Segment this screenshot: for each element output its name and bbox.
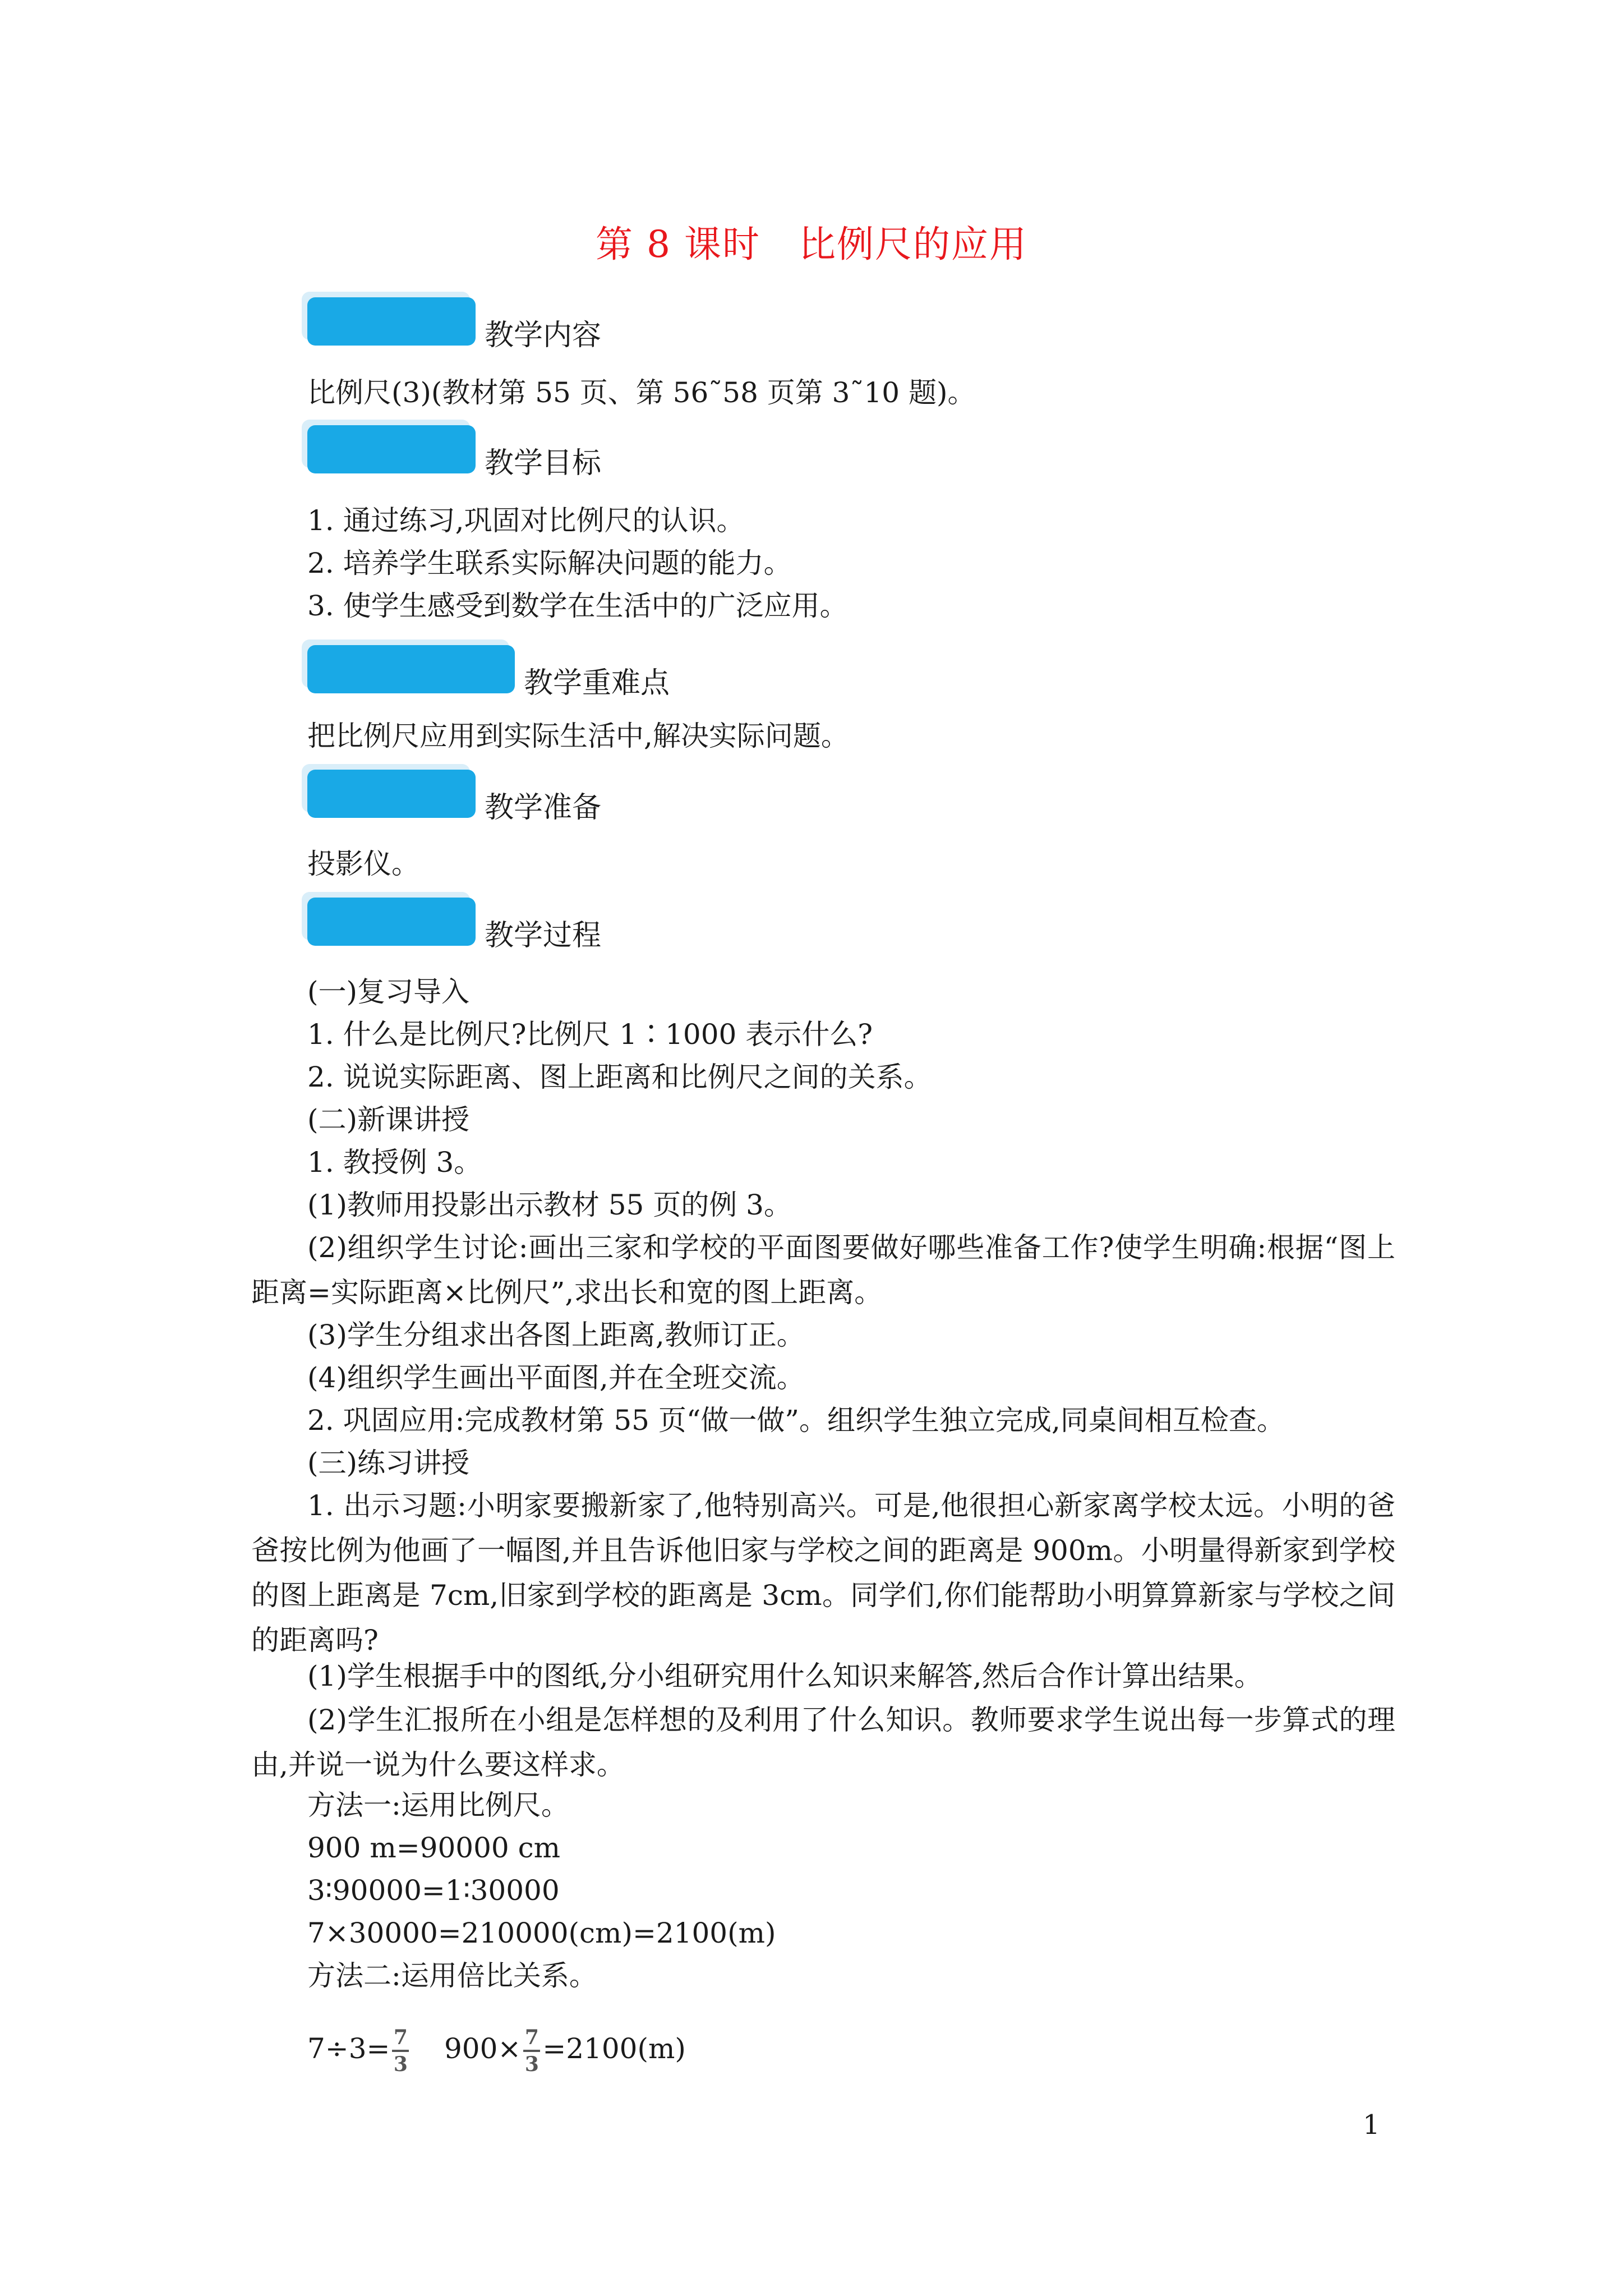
method-line: 方法一:运用比例尺。 bbox=[307, 1789, 569, 1821]
fraction-denominator: 3 bbox=[524, 2053, 539, 2076]
goal-item-3: 3. 使学生感受到数学在生活中的广泛应用。 bbox=[307, 590, 848, 622]
process-line: 1. 教授例 3。 bbox=[307, 1146, 482, 1179]
goal-item-1: 1. 通过练习,巩固对比例尺的认识。 bbox=[307, 504, 745, 537]
formula-text: 7÷3= bbox=[307, 2032, 390, 2065]
fraction-numerator: 7 bbox=[524, 2026, 539, 2049]
process-line: 2. 说说实际距离、图上距离和比例尺之间的关系。 bbox=[307, 1061, 932, 1093]
method-line: 900 m=90000 cm bbox=[307, 1832, 561, 1864]
process-line: 1. 什么是比例尺?比例尺 1∶1000 表示什么? bbox=[307, 1018, 873, 1051]
process-line: (1)学生根据手中的图纸,分小组研究用什么知识来解答,然后合作计算出结果。 bbox=[307, 1660, 1262, 1692]
section-badge bbox=[307, 425, 476, 473]
process-line: (三)练习讲授 bbox=[307, 1447, 470, 1479]
paragraph-text: (2)组织学生讨论:画出三家和学校的平面图要做好哪些准备工作?使学生明确:根据“图上距离=实际距离×比例尺”,求出长和宽的图上距离。 bbox=[251, 1231, 1395, 1309]
formula-multiplication bbox=[444, 2025, 686, 2077]
section-label: 教学重难点 bbox=[524, 666, 670, 700]
process-line: (4)组织学生画出平面图,并在全班交流。 bbox=[307, 1361, 805, 1394]
method-line: 3∶90000=1∶30000 bbox=[307, 1874, 560, 1907]
paragraph-text: 1. 出示习题:小明家要搬新家了,他特别高兴。可是,他很担心新家离学校太远。小明的爸爸按比例为他画了一幅图,并且告诉他旧家与学校之间的距离是 900m。小明量得新家到学校的图上距离是 7cm,旧家到学校的距离是 3cm。同学们,你们能帮助小明算算新家与学校之间的距离吗? bbox=[251, 1489, 1395, 1657]
fraction bbox=[392, 2025, 409, 2077]
section-badge bbox=[307, 297, 476, 346]
process-paragraph-exercise bbox=[251, 1483, 1395, 1663]
section-label: 教学内容 bbox=[485, 319, 602, 352]
fraction-numerator: 7 bbox=[393, 2026, 408, 2049]
method-line: 方法二:运用倍比关系。 bbox=[307, 1959, 597, 1992]
formula-text: =2100(m) bbox=[542, 2032, 686, 2065]
method-line: 7×30000=210000(cm)=2100(m) bbox=[307, 1917, 776, 1949]
page-number: 1 bbox=[1363, 2109, 1380, 2141]
formula-division bbox=[307, 2025, 411, 2077]
goal-item-2: 2. 培养学生联系实际解决问题的能力。 bbox=[307, 547, 792, 579]
process-line: (一)复习导入 bbox=[307, 976, 470, 1008]
section-label: 教学过程 bbox=[485, 919, 602, 953]
process-line: (1)教师用投影出示教材 55 页的例 3。 bbox=[307, 1189, 792, 1221]
process-line: (3)学生分组求出各图上距离,教师订正。 bbox=[307, 1319, 805, 1351]
section-label: 教学准备 bbox=[485, 791, 602, 825]
page-title: 第 8 课时 比例尺的应用 bbox=[596, 223, 1027, 266]
section-badge bbox=[307, 898, 476, 946]
paragraph-text: (2)学生汇报所在小组是怎样想的及利用了什么知识。教师要求学生说出每一步算式的理由,并说一说为什么要这样求。 bbox=[251, 1704, 1395, 1781]
process-line: 2. 巩固应用:完成教材第 55 页“做一做”。组织学生独立完成,同桌间相互检查。 bbox=[307, 1404, 1285, 1437]
section-label: 教学目标 bbox=[485, 447, 602, 480]
formula-text: 900× bbox=[444, 2032, 522, 2065]
process-line: (二)新课讲授 bbox=[307, 1103, 470, 1136]
key-points-text: 把比例尺应用到实际生活中,解决实际问题。 bbox=[307, 720, 849, 752]
process-paragraph-discuss bbox=[251, 1225, 1395, 1315]
prep-text: 投影仪。 bbox=[307, 848, 419, 880]
section-badge bbox=[307, 645, 515, 693]
section-badge bbox=[307, 770, 476, 818]
fraction-denominator: 3 bbox=[393, 2053, 408, 2076]
fraction bbox=[523, 2025, 540, 2077]
process-paragraph-report bbox=[251, 1697, 1395, 1787]
content-text: 比例尺(3)(教材第 55 页、第 56˜58 页第 3˜10 题)。 bbox=[307, 376, 976, 409]
